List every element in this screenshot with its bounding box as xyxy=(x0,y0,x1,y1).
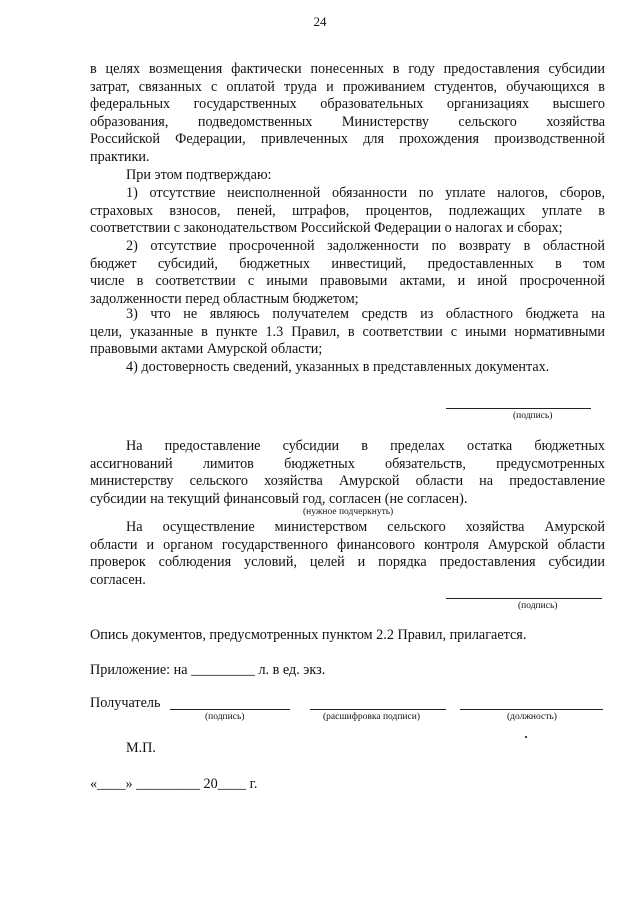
text-line: ассигнований лимитов бюджетных обязательств, предусмотренных xyxy=(90,455,605,472)
date-open-quote: « xyxy=(90,776,98,792)
attachment-blank: _________ xyxy=(191,662,255,678)
text-line: Российской Федерации, привлеченных для прохождения производственной xyxy=(90,131,605,148)
attachment-suffix: л. в ед. экз. xyxy=(258,662,326,678)
text-line: бюджет субсидий, бюджетных инвестиций, предоставленных в том xyxy=(90,255,605,272)
signature-line xyxy=(446,598,602,599)
text-line: затрат, связанных с оплатой труда и проживанием студентов, обучающихся в xyxy=(90,78,605,95)
underline-note: (нужное подчеркнуть) xyxy=(303,507,394,517)
recipient-name-line xyxy=(310,709,446,710)
text-line: 3) что не являюсь получателем средств из областного бюджета на xyxy=(126,306,605,322)
text-line: задолженности перед областным бюджетом; xyxy=(90,290,359,307)
text-line: числе в соответствии с иными правовыми актами, и иной просроченной xyxy=(90,273,605,290)
text-line: субсидии на текущий финансовый год, согласен (не согласен). xyxy=(90,490,468,507)
text-line: правовыми актами Амурской области; xyxy=(90,341,323,358)
confirm-item-2 xyxy=(90,238,605,308)
date-suffix: г. xyxy=(249,776,258,792)
recipient-position-caption: (должность) xyxy=(507,712,557,722)
text-line: в целях возмещения фактически понесенных в году предоставления субсидии xyxy=(90,61,605,77)
attachment-prefix: Приложение: на xyxy=(90,662,188,678)
scan-speck xyxy=(525,736,527,738)
date-day-blank: ____ xyxy=(97,776,126,792)
text-line: соответствии с законодательством Российской Федерации о налогах и сборах; xyxy=(90,220,563,237)
text-line: На осуществление министерством сельского хозяйства Амурской xyxy=(126,519,605,535)
text-line: проверок соблюдения условий, целей и порядка предоставления субсидии xyxy=(90,554,605,571)
confirm-item-3 xyxy=(90,306,605,359)
date-close-quote: » xyxy=(125,776,133,792)
text-line: министерству сельского хозяйства Амурской области на предоставление xyxy=(90,473,605,490)
stamp-label: М.П. xyxy=(126,740,156,756)
date-year-blank: ____ xyxy=(217,776,247,792)
page-number: 24 xyxy=(313,14,327,29)
text-line: 1) отсутствие неисполненной обязанности по уплате налогов, сборов, xyxy=(126,185,605,201)
signature-line xyxy=(446,408,591,409)
recipient-signature-caption: (подпись) xyxy=(205,712,245,722)
confirm-item-1 xyxy=(90,185,605,238)
recipient-signature-line xyxy=(170,709,290,710)
date-year-prefix: 20 xyxy=(203,776,218,792)
inventory-line: Опись документов, предусмотренных пунктом 2.2 Правил, прилагается. xyxy=(90,627,527,643)
signature-caption: (подпись) xyxy=(518,601,558,611)
date-month-blank: _________ xyxy=(136,776,200,792)
confirm-item-4: 4) достоверность сведений, указанных в представленных документах. xyxy=(126,359,550,375)
date-line xyxy=(90,776,257,794)
text-line: страховых взносов, пеней, штрафов, процентов, подлежащих уплате в xyxy=(90,202,605,219)
text-line: На предоставление субсидии в пределах остатка бюджетных xyxy=(126,438,605,454)
consent-paragraph xyxy=(90,438,605,508)
attachment-line xyxy=(90,662,325,680)
audit-paragraph xyxy=(90,519,605,589)
text-line: области и органом государственного финансового контроля Амурской области xyxy=(90,536,605,553)
text-line: цели, указанные в пункте 1.3 Правил, в соответствии с иными нормативными xyxy=(90,323,605,340)
text-line: образования, подведомственных Министерству сельского хозяйства xyxy=(90,113,605,130)
recipient-name-caption: (расшифровка подписи) xyxy=(323,712,420,722)
signature-caption: (подпись) xyxy=(513,411,553,421)
recipient-label: Получатель xyxy=(90,695,161,711)
text-line: 2) отсутствие просроченной задолженности по возврату в областной xyxy=(126,238,605,254)
text-line: согласен. xyxy=(90,571,146,588)
intro-paragraph xyxy=(90,61,605,167)
confirm-heading: При этом подтверждаю: xyxy=(126,167,272,183)
text-line: практики. xyxy=(90,148,150,165)
text-line: федеральных государственных образовательных организациях высшего xyxy=(90,96,605,113)
recipient-position-line xyxy=(460,709,603,710)
